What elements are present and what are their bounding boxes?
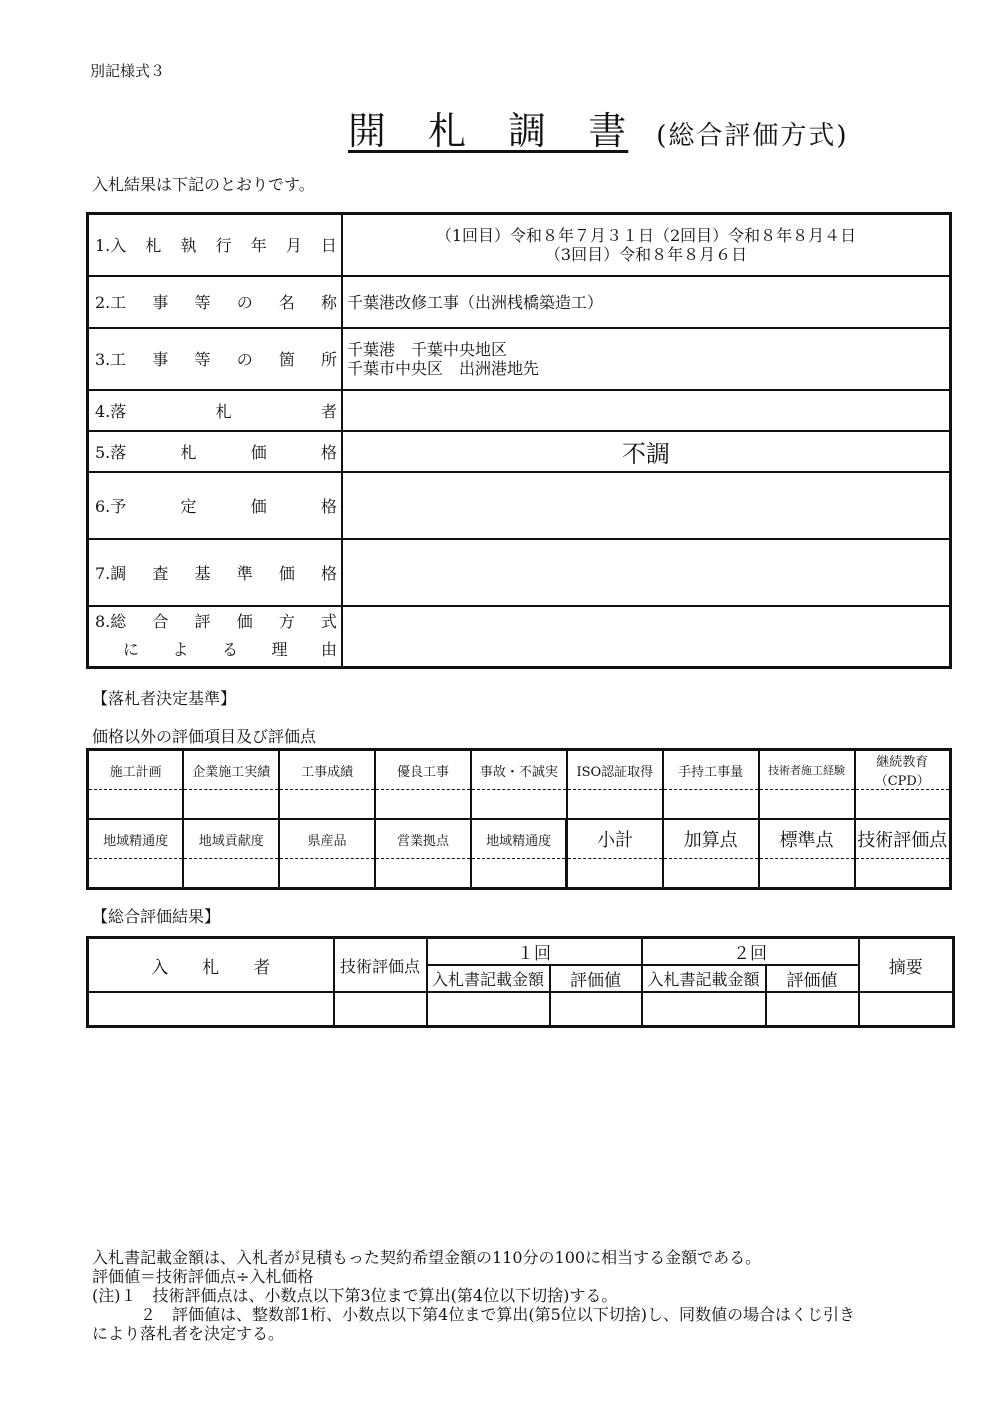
label-char: 方 [278, 612, 295, 632]
label-char: 5.落 [95, 442, 127, 462]
result-cell [427, 992, 550, 1026]
value-winner [342, 390, 951, 431]
label-char: 由 [320, 640, 337, 660]
footnotes [92, 1248, 855, 1343]
label-char: に [123, 640, 140, 660]
label-char: 価 [250, 442, 267, 462]
value-work-location [342, 328, 951, 390]
round2-eval-value-header: 評価値 [766, 965, 859, 992]
row-winner [88, 390, 951, 431]
result-header-row1 [88, 938, 954, 966]
result-heading: 【総合評価結果】 [92, 907, 221, 926]
label-char: 所 [320, 350, 337, 369]
round2-bid-amount-header: 入札書記載金額 [642, 965, 766, 992]
eval-item-label: 技術評価点 [855, 819, 951, 859]
note-line: 入札書記載金額は、入札者が見積もった契約希望金額の110分の100に相当する金額である。 [92, 1248, 762, 1267]
round2-header: ２回 [642, 938, 859, 966]
bid-date-line2: （3回目）令和８年８月６日 [544, 244, 748, 264]
eval-item-label: 工事成績 [279, 750, 375, 790]
eval-score-cell [375, 790, 471, 820]
label-char: 格 [320, 563, 337, 583]
note-line: ２ 評価値は、整数部1桁、小数点以下第4位まで算出(第5位以下切捨)し、同数値の場合はくじ引き [92, 1305, 856, 1324]
label-char: 等 [194, 293, 211, 312]
label-char: 格 [320, 442, 337, 462]
eval-score-cell [471, 859, 567, 889]
label-char: 8.総 [95, 612, 127, 632]
label-char: 価 [236, 612, 253, 632]
eval-item-label: 小計 [567, 819, 663, 859]
label-char: の [236, 350, 253, 369]
label-char: 事 [152, 293, 169, 312]
eval-item-label: 営業拠点 [375, 819, 471, 859]
row-bid-date [88, 214, 951, 276]
label-char: 合 [152, 612, 169, 632]
label-char: 札 [215, 401, 232, 421]
label-char: 執 [180, 236, 197, 256]
eval-score-cell [183, 790, 279, 820]
label-survey-price [88, 539, 343, 606]
value-bid-date [342, 214, 951, 276]
label-char: よ [172, 640, 189, 660]
eval-header-row2 [88, 819, 951, 859]
result-cell [88, 992, 334, 1026]
note-line: 評価値＝技術評価点÷入札価格 [92, 1267, 314, 1286]
eval-score-row1 [88, 790, 951, 820]
round1-bid-amount-header: 入札書記載金額 [427, 965, 550, 992]
eval-item-label: 手持工事量 [663, 750, 759, 790]
row-survey-price [88, 539, 951, 606]
eval-score-cell [375, 859, 471, 889]
value-winning-price: 不調 [342, 431, 951, 472]
result-cell [766, 992, 859, 1026]
value-survey-price [342, 539, 951, 606]
eval-score-cell [279, 859, 375, 889]
eval-item-label: 地域貢献度 [183, 819, 279, 859]
value-planned-price [342, 472, 951, 539]
eval-item-label: 地域精通度 [471, 819, 567, 859]
label-char: 月 [285, 236, 302, 256]
label-char: 定 [180, 496, 197, 516]
result-data-row [88, 992, 954, 1026]
row-work-name [88, 276, 951, 328]
form-number: 別記様式３ [90, 62, 166, 80]
label-char: 2.工 [95, 293, 127, 312]
result-cell [334, 992, 427, 1026]
value-work-name: 千葉港改修工事（出洲桟橋築造工） [342, 276, 951, 328]
note-line: により落札者を決定する。 [92, 1324, 285, 1343]
label-char: 札 [180, 442, 197, 462]
eval-score-cell [759, 859, 855, 889]
label-char: 7.調 [95, 563, 127, 583]
label-char: 6.予 [95, 496, 127, 516]
label-char: 年 [250, 236, 267, 256]
eval-score-cell [663, 790, 759, 820]
result-cell [859, 992, 954, 1026]
eval-score-cell [567, 859, 663, 889]
label-planned-price [88, 472, 343, 539]
location-line2: 千葉市中央区 出洲港地先 [347, 358, 540, 378]
intro-text: 入札結果は下記のとおりです。 [92, 175, 315, 194]
eval-item-label: 継続教育（CPD） [855, 750, 951, 790]
remarks-header: 摘要 [859, 938, 954, 993]
label-reason [88, 606, 343, 668]
eval-item-label: 加算点 [663, 819, 759, 859]
title-sub: (総合評価方式) [656, 121, 849, 151]
row-work-location [88, 328, 951, 390]
eval-score-cell [759, 790, 855, 820]
eval-item-label: 事故・不誠実 [471, 750, 567, 790]
label-char: 等 [194, 350, 211, 369]
result-table [86, 936, 955, 1028]
bidder-header: 入 札 者 [88, 938, 334, 993]
round1-header: １回 [427, 938, 642, 966]
eval-item-label: 施工計画 [88, 750, 184, 790]
eval-item-label: 標準点 [759, 819, 855, 859]
eval-score-cell [567, 790, 663, 820]
label-char: 格 [320, 496, 337, 516]
label-work-location [88, 328, 343, 390]
eval-items-table [86, 748, 952, 890]
label-char: る [221, 640, 238, 660]
summary-table [86, 212, 952, 669]
eval-score-cell [183, 859, 279, 889]
eval-score-cell [88, 859, 184, 889]
eval-score-cell [855, 790, 951, 820]
eval-item-label: 技術者施工経験 [759, 750, 855, 790]
note-line: (注)１ 技術評価点は、小数点以下第3位まで算出(第4位以下切捨)する。 [92, 1286, 618, 1305]
title-main: 開 札 調 書 [348, 109, 629, 153]
eval-score-cell [279, 790, 375, 820]
label-char: 価 [250, 496, 267, 516]
eval-score-cell [471, 790, 567, 820]
eval-score-row2 [88, 859, 951, 889]
tech-score-header: 技術評価点 [334, 938, 427, 993]
label-char: 者 [320, 401, 337, 421]
result-cell [550, 992, 642, 1026]
label-char: 4.落 [95, 401, 127, 421]
label-char: 式 [320, 612, 337, 632]
eval-header-row1 [88, 750, 951, 790]
row-reason [88, 606, 951, 668]
label-char: 3.工 [95, 350, 127, 369]
bid-date-line1: （1回目）令和８年７月３１日（2回目）令和８年８月４日 [435, 225, 857, 245]
row-winning-price [88, 431, 951, 472]
eval-score-cell [855, 859, 951, 889]
eval-items-heading: 価格以外の評価項目及び評価点 [92, 727, 317, 746]
round1-eval-value-header: 評価値 [550, 965, 642, 992]
label-char: 箇 [278, 350, 295, 369]
label-char: 名 [278, 293, 295, 312]
location-line1: 千葉港 千葉中央地区 [347, 339, 508, 359]
label-winner [88, 390, 343, 431]
eval-item-label: 優良工事 [375, 750, 471, 790]
label-char: 1.入 [95, 236, 127, 256]
eval-item-label: 企業施工実績 [183, 750, 279, 790]
label-char: 事 [152, 350, 169, 369]
label-char: 日 [320, 236, 337, 256]
eval-item-label: ISO認証取得 [567, 750, 663, 790]
label-work-name [88, 276, 343, 328]
label-char: 行 [215, 236, 232, 256]
label-bid-date [88, 214, 343, 276]
page-title [348, 100, 849, 155]
label-char: 査 [152, 563, 169, 583]
label-char: 理 [271, 640, 288, 660]
label-char: の [236, 293, 253, 312]
label-char: 称 [320, 293, 337, 312]
label-char: 価 [278, 563, 295, 583]
result-cell [642, 992, 766, 1026]
eval-item-label: 県産品 [279, 819, 375, 859]
label-char: 評 [194, 612, 211, 632]
label-winning-price [88, 431, 343, 472]
eval-score-cell [663, 859, 759, 889]
label-char: 準 [236, 563, 253, 583]
row-planned-price [88, 472, 951, 539]
label-char: 基 [194, 563, 211, 583]
eval-score-cell [88, 790, 184, 820]
value-reason [342, 606, 951, 668]
eval-item-label: 地域精通度 [88, 819, 184, 859]
criteria-heading: 【落札者決定基準】 [92, 689, 237, 708]
label-char: 札 [145, 236, 162, 256]
